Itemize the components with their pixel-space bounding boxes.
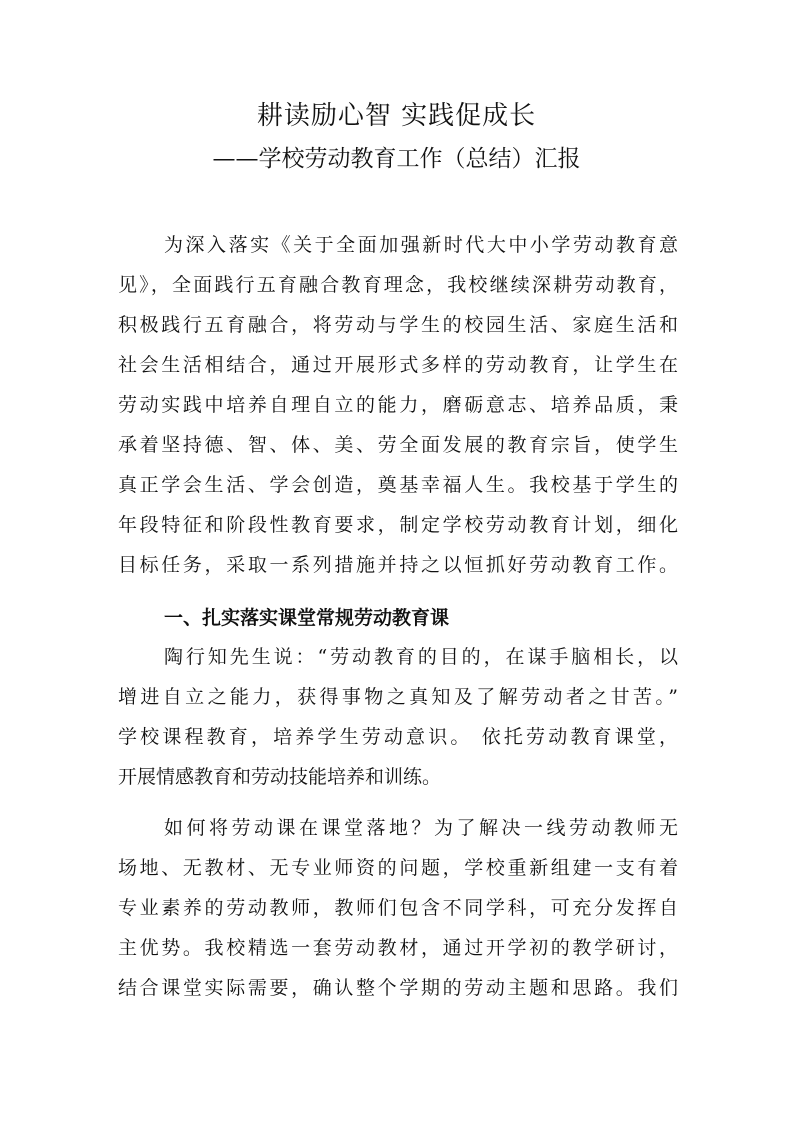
text-line: 社会生活相结合，通过开展形式多样的劳动教育，让学生在	[118, 354, 678, 376]
text-line: 开展情感教育和劳动技能培养和训练。	[118, 766, 442, 788]
text-line: 真正学会生活、学会创造，奠基幸福人生。我校基于学生的	[118, 474, 678, 496]
section-heading: 一、扎实落实课堂常规劳动教育课	[164, 607, 450, 629]
text-line: 承着坚持德、智、体、美、劳全面发展的教育宗旨，使学生	[118, 434, 678, 456]
page-subtitle: ——学校劳动教育工作（总结）汇报	[212, 146, 581, 172]
text-line: 劳动实践中培养自理自立的能力，磨砺意志、培养品质，秉	[118, 394, 678, 416]
text-line: 目标任务，采取一系列措施并持之以恒抓好劳动教育工作。	[118, 554, 678, 576]
page-title: 耕读励心智 实践促成长	[256, 101, 537, 131]
text-line: 积极践行五育融合，将劳动与学生的校园生活、家庭生活和	[118, 314, 678, 336]
text-line: 专业素养的劳动教师，教师们包含不同学科，可充分发挥自	[118, 897, 678, 919]
text-line: 为深入落实《关于全面加强新时代大中小学劳动教育意	[164, 234, 678, 256]
text-line: 年段特征和阶段性教育要求，制定学校劳动教育计划，细化	[118, 514, 678, 536]
text-line: 增进自立之能力，获得事物之真知及了解劳动者之甘苦。”	[118, 686, 678, 708]
text-line: 场地、无教材、无专业师资的问题，学校重新组建一支有着	[118, 857, 678, 879]
text-line: 如何将劳动课在课堂落地？为了解决一线劳动教师无	[164, 817, 678, 839]
text-line: 陶行知先生说：“劳动教育的目的，在谋手脑相长，以	[164, 646, 678, 668]
text-line: 结合课堂实际需要，确认整个学期的劳动主题和思路。我们	[118, 977, 678, 999]
text-line: 主优势。我校精选一套劳动教材，通过开学初的教学研讨，	[118, 937, 678, 959]
text-line: 见》，全面践行五育融合教育理念，我校继续深耕劳动教育，	[118, 274, 678, 296]
text-line: 学校课程教育，培养学生劳动意识。 依托劳动教育课堂，	[118, 726, 678, 748]
